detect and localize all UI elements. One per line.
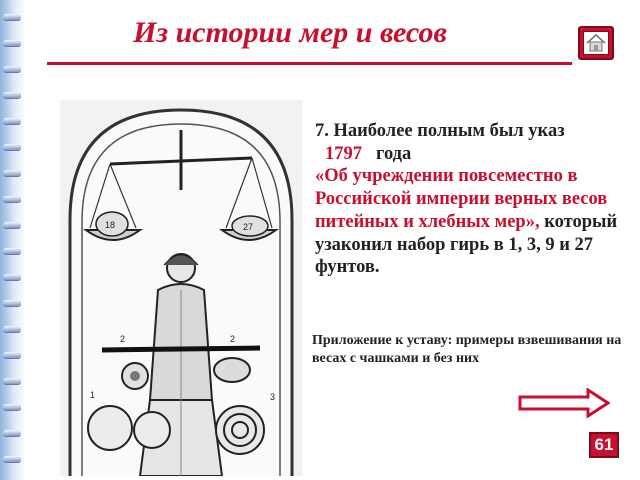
historical-scales-illustration [60,100,302,476]
weight-label: 18 [105,220,116,230]
decree-intro: 7. Наиболее полным был указ [315,121,565,141]
binding-ring [3,378,21,384]
binding-ring [3,274,21,280]
weight-label: 2 [120,334,126,344]
weight-label: 3 [270,392,276,402]
page-number-badge: 61 [589,432,619,458]
binding-ring [3,456,21,462]
decree-name: «Об учреждении повсеместно в Российской империи верных весов питейных и хлебных мер», [315,166,608,232]
binding-ring [3,40,21,46]
binding-ring [3,66,21,72]
home-button[interactable] [578,26,614,60]
weight-label: 27 [243,222,254,232]
home-icon [583,31,609,55]
binding-ring [3,170,21,176]
decree-year-suffix: года [376,143,412,164]
binding-ring [3,92,21,98]
weight-label: 1 [90,390,96,400]
binding-ring [3,222,21,228]
decree-details: который узаконил набор гирь в 1, 3, 9 и 27 фунтов. [315,211,618,278]
binding-ring [3,14,21,20]
binding-ring [3,352,21,358]
binding-ring [3,326,21,332]
binding-ring [3,404,21,410]
illustration-caption: Приложение к уставу: примеры взвешивания на весах с чашками и без них [312,333,622,366]
binding-ring [3,430,21,436]
decree-year: 1797 [325,143,362,164]
binding-ring [3,196,21,202]
binding-ring [3,300,21,306]
spiral-binding [0,0,26,480]
decree-description [315,120,625,279]
weight-label: 2 [230,334,236,344]
arrow-right-icon[interactable] [518,388,610,418]
binding-ring [3,248,21,254]
binding-ring [3,118,21,124]
binding-ring [3,144,21,150]
title-underline [47,62,572,65]
slide-title: Из истории мер и весов [133,16,447,49]
